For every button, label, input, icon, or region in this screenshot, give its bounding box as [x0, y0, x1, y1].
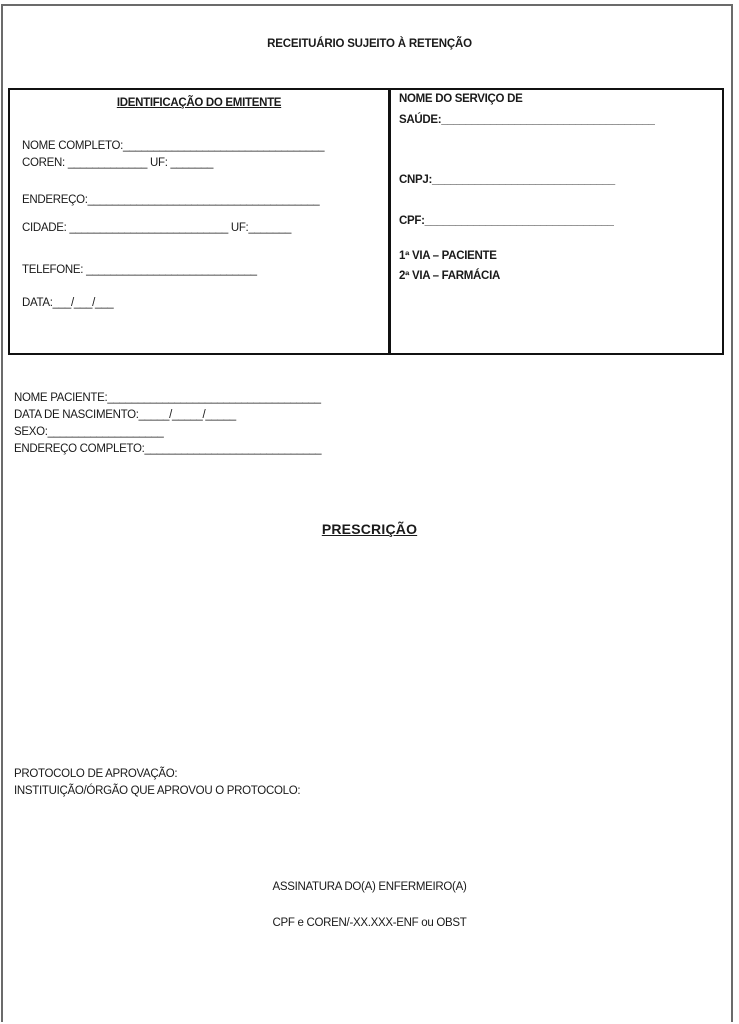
emitter-heading: IDENTIFICAÇÃO DO EMITENTE	[116, 97, 282, 109]
document-title: RECEITUÁRIO SUJEITO À RETENÇÃO	[267, 38, 472, 50]
box-divider	[388, 90, 391, 353]
telefone-field[interactable]: TELEFONE: ____________________________	[22, 264, 257, 276]
instituicao-protocolo-label: INSTITUIÇÃO/ÓRGÃO QUE APROVOU O PROTOCOLO:	[14, 785, 301, 797]
endereco-completo-field[interactable]: ENDEREÇO COMPLETO:_____________________________	[14, 443, 322, 455]
data-field[interactable]: DATA:___/___/___	[22, 297, 114, 309]
cpf-coren-label: CPF e COREN/-XX.XXX-ENF ou OBST	[272, 917, 467, 929]
cnpj-field[interactable]: CNPJ:______________________________	[399, 174, 615, 186]
cpf-field[interactable]: CPF:_______________________________	[399, 215, 614, 227]
nome-paciente-field[interactable]: NOME PACIENTE:___________________________________	[14, 392, 321, 404]
via-farmacia: 2ª VIA – FARMÁCIA	[399, 270, 500, 282]
protocolo-aprovacao-label: PROTOCOLO DE APROVAÇÃO:	[14, 768, 178, 780]
sexo-field[interactable]: SEXO:___________________	[14, 426, 164, 438]
coren-uf-field[interactable]: COREN: _____________ UF: _______	[22, 157, 214, 169]
endereco-field[interactable]: ENDEREÇO:______________________________________	[22, 194, 320, 206]
prescricao-heading: PRESCRIÇÃO	[321, 521, 418, 537]
servico-saude-field[interactable]: SAÚDE:___________________________________	[399, 114, 655, 126]
nome-completo-field[interactable]: NOME COMPLETO:_________________________________	[22, 140, 325, 152]
servico-saude-label: NOME DO SERVIÇO DE	[399, 93, 523, 105]
cidade-uf-field[interactable]: CIDADE: __________________________ UF:_______	[22, 222, 292, 234]
data-nascimento-field[interactable]: DATA DE NASCIMENTO:_____/_____/_____	[14, 409, 236, 421]
emitter-info-box	[8, 88, 724, 355]
via-paciente: 1ª VIA – PACIENTE	[399, 250, 497, 262]
assinatura-label: ASSINATURA DO(A) ENFERMEIRO(A)	[272, 881, 467, 893]
